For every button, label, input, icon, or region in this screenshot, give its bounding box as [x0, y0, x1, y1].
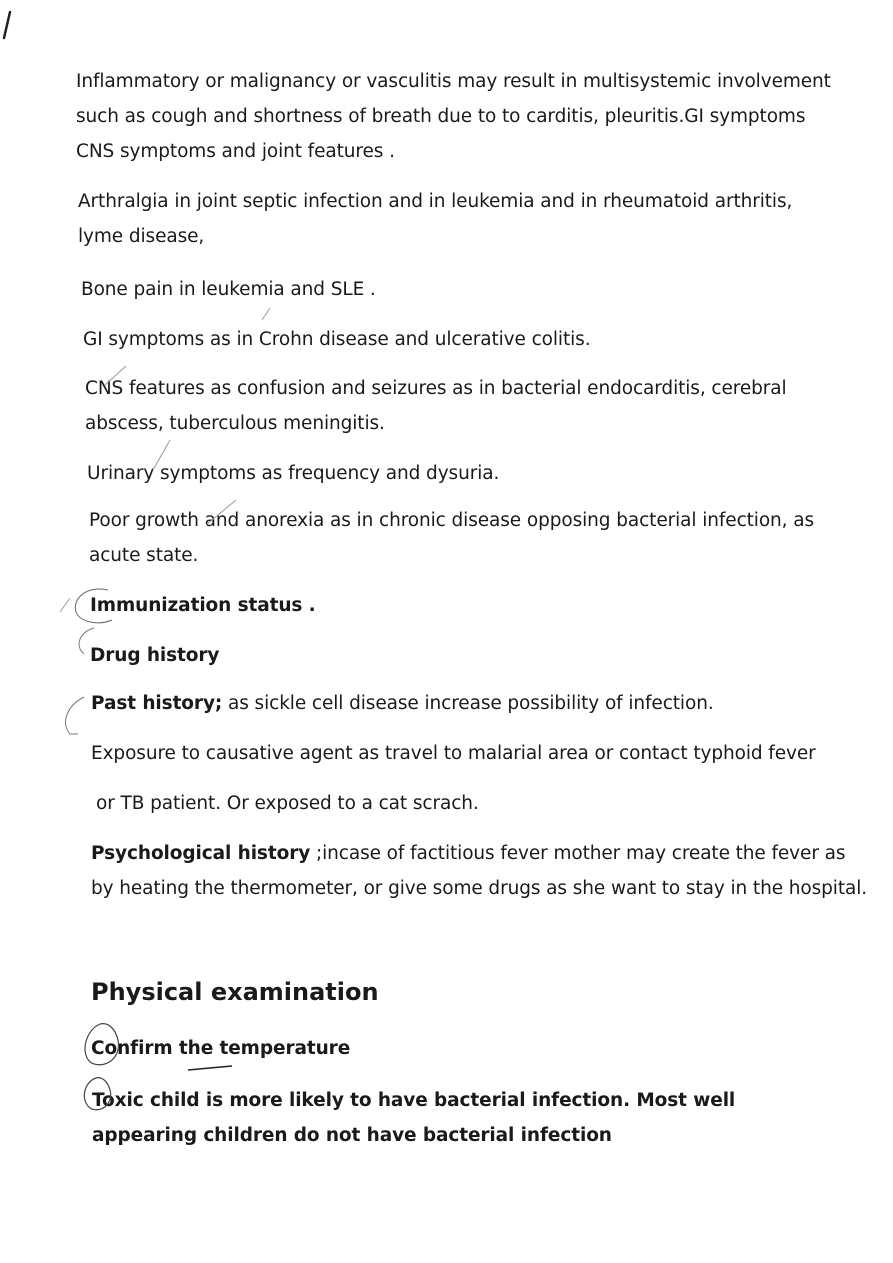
- pencil-underline-temperature: [188, 1066, 232, 1070]
- psychological-history-label: Psychological history: [91, 843, 311, 864]
- pencil-stroke: [262, 308, 270, 320]
- pencil-bracket-past: [66, 697, 84, 734]
- paragraph-poor-growth: Poor growth and anorexia as in chronic disease opposing bacterial infection, as acute state.: [89, 510, 815, 566]
- paragraph-exposure-line2: or TB patient. Or exposed to a cat scrach.: [96, 793, 479, 814]
- paragraph-psychological-history: [91, 836, 871, 906]
- psychological-history-text: ;incase of factitious fever mother may create the fever as by heating the thermometer, or give some drugs as she want to stay in the hospital.: [91, 843, 868, 899]
- item-toxic-child: Toxic child is more likely to have bacterial infection. Most well appearing children do not have bacterial infection: [92, 1090, 736, 1146]
- paragraph-drug-history: Drug history: [90, 645, 220, 666]
- item-confirm-temperature: Confirm the temperature: [91, 1038, 351, 1059]
- corner-tick-mark: [4, 12, 10, 38]
- paragraph-multisystemic: Inflammatory or malignancy or vasculitis may result in multisystemic involvement such as cough and shortness of breath due to to carditis, pleuritis.GI symptoms CNS symptoms and joint features .: [76, 71, 831, 162]
- paragraph-urinary: Urinary symptoms as frequency and dysuria.: [87, 463, 500, 484]
- paragraph-past-history: [91, 686, 851, 721]
- paragraph-exposure-line1: Exposure to causative agent as travel to malarial area or contact typhoid fever: [91, 743, 816, 764]
- paragraph-gi-symptoms: GI symptoms as in Crohn disease and ulcerative colitis.: [83, 329, 591, 350]
- past-history-label: Past history;: [91, 693, 223, 714]
- paragraph-immunization: Immunization status .: [90, 595, 316, 616]
- paragraph-bone-pain: Bone pain in leukemia and SLE .: [81, 279, 376, 300]
- pencil-stroke: [60, 598, 70, 612]
- section-heading-physical-examination: Physical examination: [91, 978, 379, 1006]
- past-history-text: as sickle cell disease increase possibility of infection.: [222, 693, 714, 714]
- paragraph-arthralgia: Arthralgia in joint septic infection and in leukemia and in rheumatoid arthritis, lyme disease,: [78, 191, 793, 247]
- paragraph-cns-features: CNS features as confusion and seizures as in bacterial endocarditis, cerebral abscess, tuberculous meningitis.: [85, 378, 787, 434]
